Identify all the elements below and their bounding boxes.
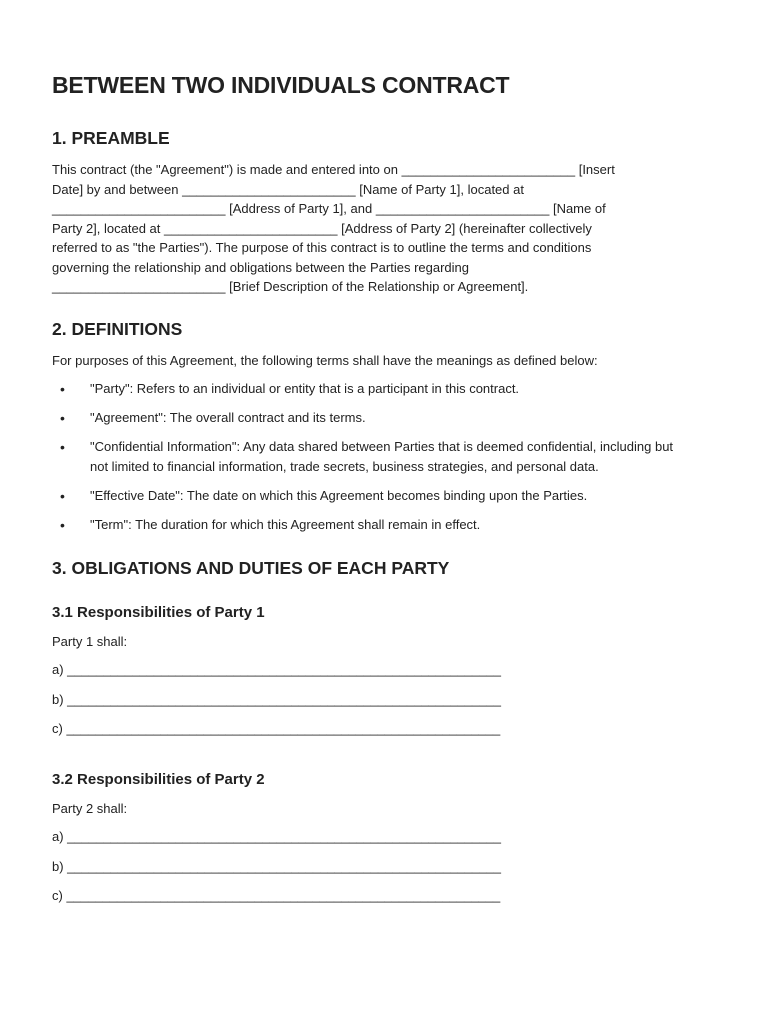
party2-line-a: a) ____________________________________________________________ (52, 829, 501, 844)
preamble-line: governing the relationship and obligations between the Parties regarding (52, 259, 470, 275)
list-item (52, 408, 722, 428)
definitions-list (52, 379, 722, 534)
preamble-line: This contract (the "Agreement") is made and entered into on ________________________ [Insert (52, 162, 615, 177)
definition-text: "Term": The duration for which this Agreement shall remain in effect. (90, 516, 481, 532)
bullet-icon: • (60, 410, 65, 426)
bullet-icon: • (60, 381, 65, 397)
preamble-line: Date] by and between ________________________ [Name of Party 1], located at (52, 181, 524, 197)
preamble-line: referred to as "the Parties"). The purpose of this contract is to outline the terms and conditions (52, 240, 592, 255)
preamble-line: ________________________ [Address of Party 1], and ________________________ [Name of (52, 201, 606, 216)
preamble-heading: 1. PREAMBLE (52, 128, 170, 148)
definition-text: "Confidential Information": Any data shared between Parties that is deemed confidential, including but not limited to financial information, trade secrets, business strategies, and personal data. (90, 439, 674, 474)
definition-text: "Party": Refers to an individual or entity that is a participant in this contract. (90, 381, 520, 396)
bullet-icon: • (60, 516, 65, 533)
preamble-line: Party 2], located at ________________________ [Address of Party 2] (hereinafter collectively (52, 220, 592, 236)
preamble-paragraph (52, 160, 722, 297)
list-item (52, 486, 722, 506)
document-title: BETWEEN TWO INDIVIDUALS CONTRACT (52, 72, 510, 98)
list-item (52, 437, 722, 476)
party2-intro: Party 2 shall: (52, 800, 128, 816)
party2-line-b: b) ____________________________________________________________ (52, 858, 501, 874)
definitions-heading: 2. DEFINITIONS (52, 318, 183, 339)
party1-line-a: a) ____________________________________________________________ (52, 662, 501, 677)
party2-heading: 3.2 Responsibilities of Party 2 (52, 770, 265, 788)
document-page (52, 70, 722, 916)
preamble-line: ________________________ [Brief Description of the Relationship or Agreement]. (52, 279, 529, 294)
obligations-heading: 3. OBLIGATIONS AND DUTIES OF EACH PARTY (52, 557, 450, 578)
bullet-icon: • (60, 439, 65, 455)
party1-heading: 3.1 Responsibilities of Party 1 (52, 603, 265, 621)
party1-line-b: b) ____________________________________________________________ (52, 691, 501, 707)
definition-text: "Agreement": The overall contract and its terms. (90, 410, 366, 425)
definition-text: "Effective Date": The date on which this Agreement becomes binding upon the Parties. (90, 487, 588, 503)
party1-line-c: c) ____________________________________________________________ (52, 721, 501, 736)
list-item (52, 515, 722, 535)
definitions-intro: For purposes of this Agreement, the following terms shall have the meanings as defined below: (52, 352, 598, 368)
list-item (52, 379, 722, 399)
party2-line-c: c) ____________________________________________________________ (52, 888, 501, 903)
bullet-icon: • (60, 487, 65, 504)
party1-intro: Party 1 shall: (52, 633, 128, 649)
